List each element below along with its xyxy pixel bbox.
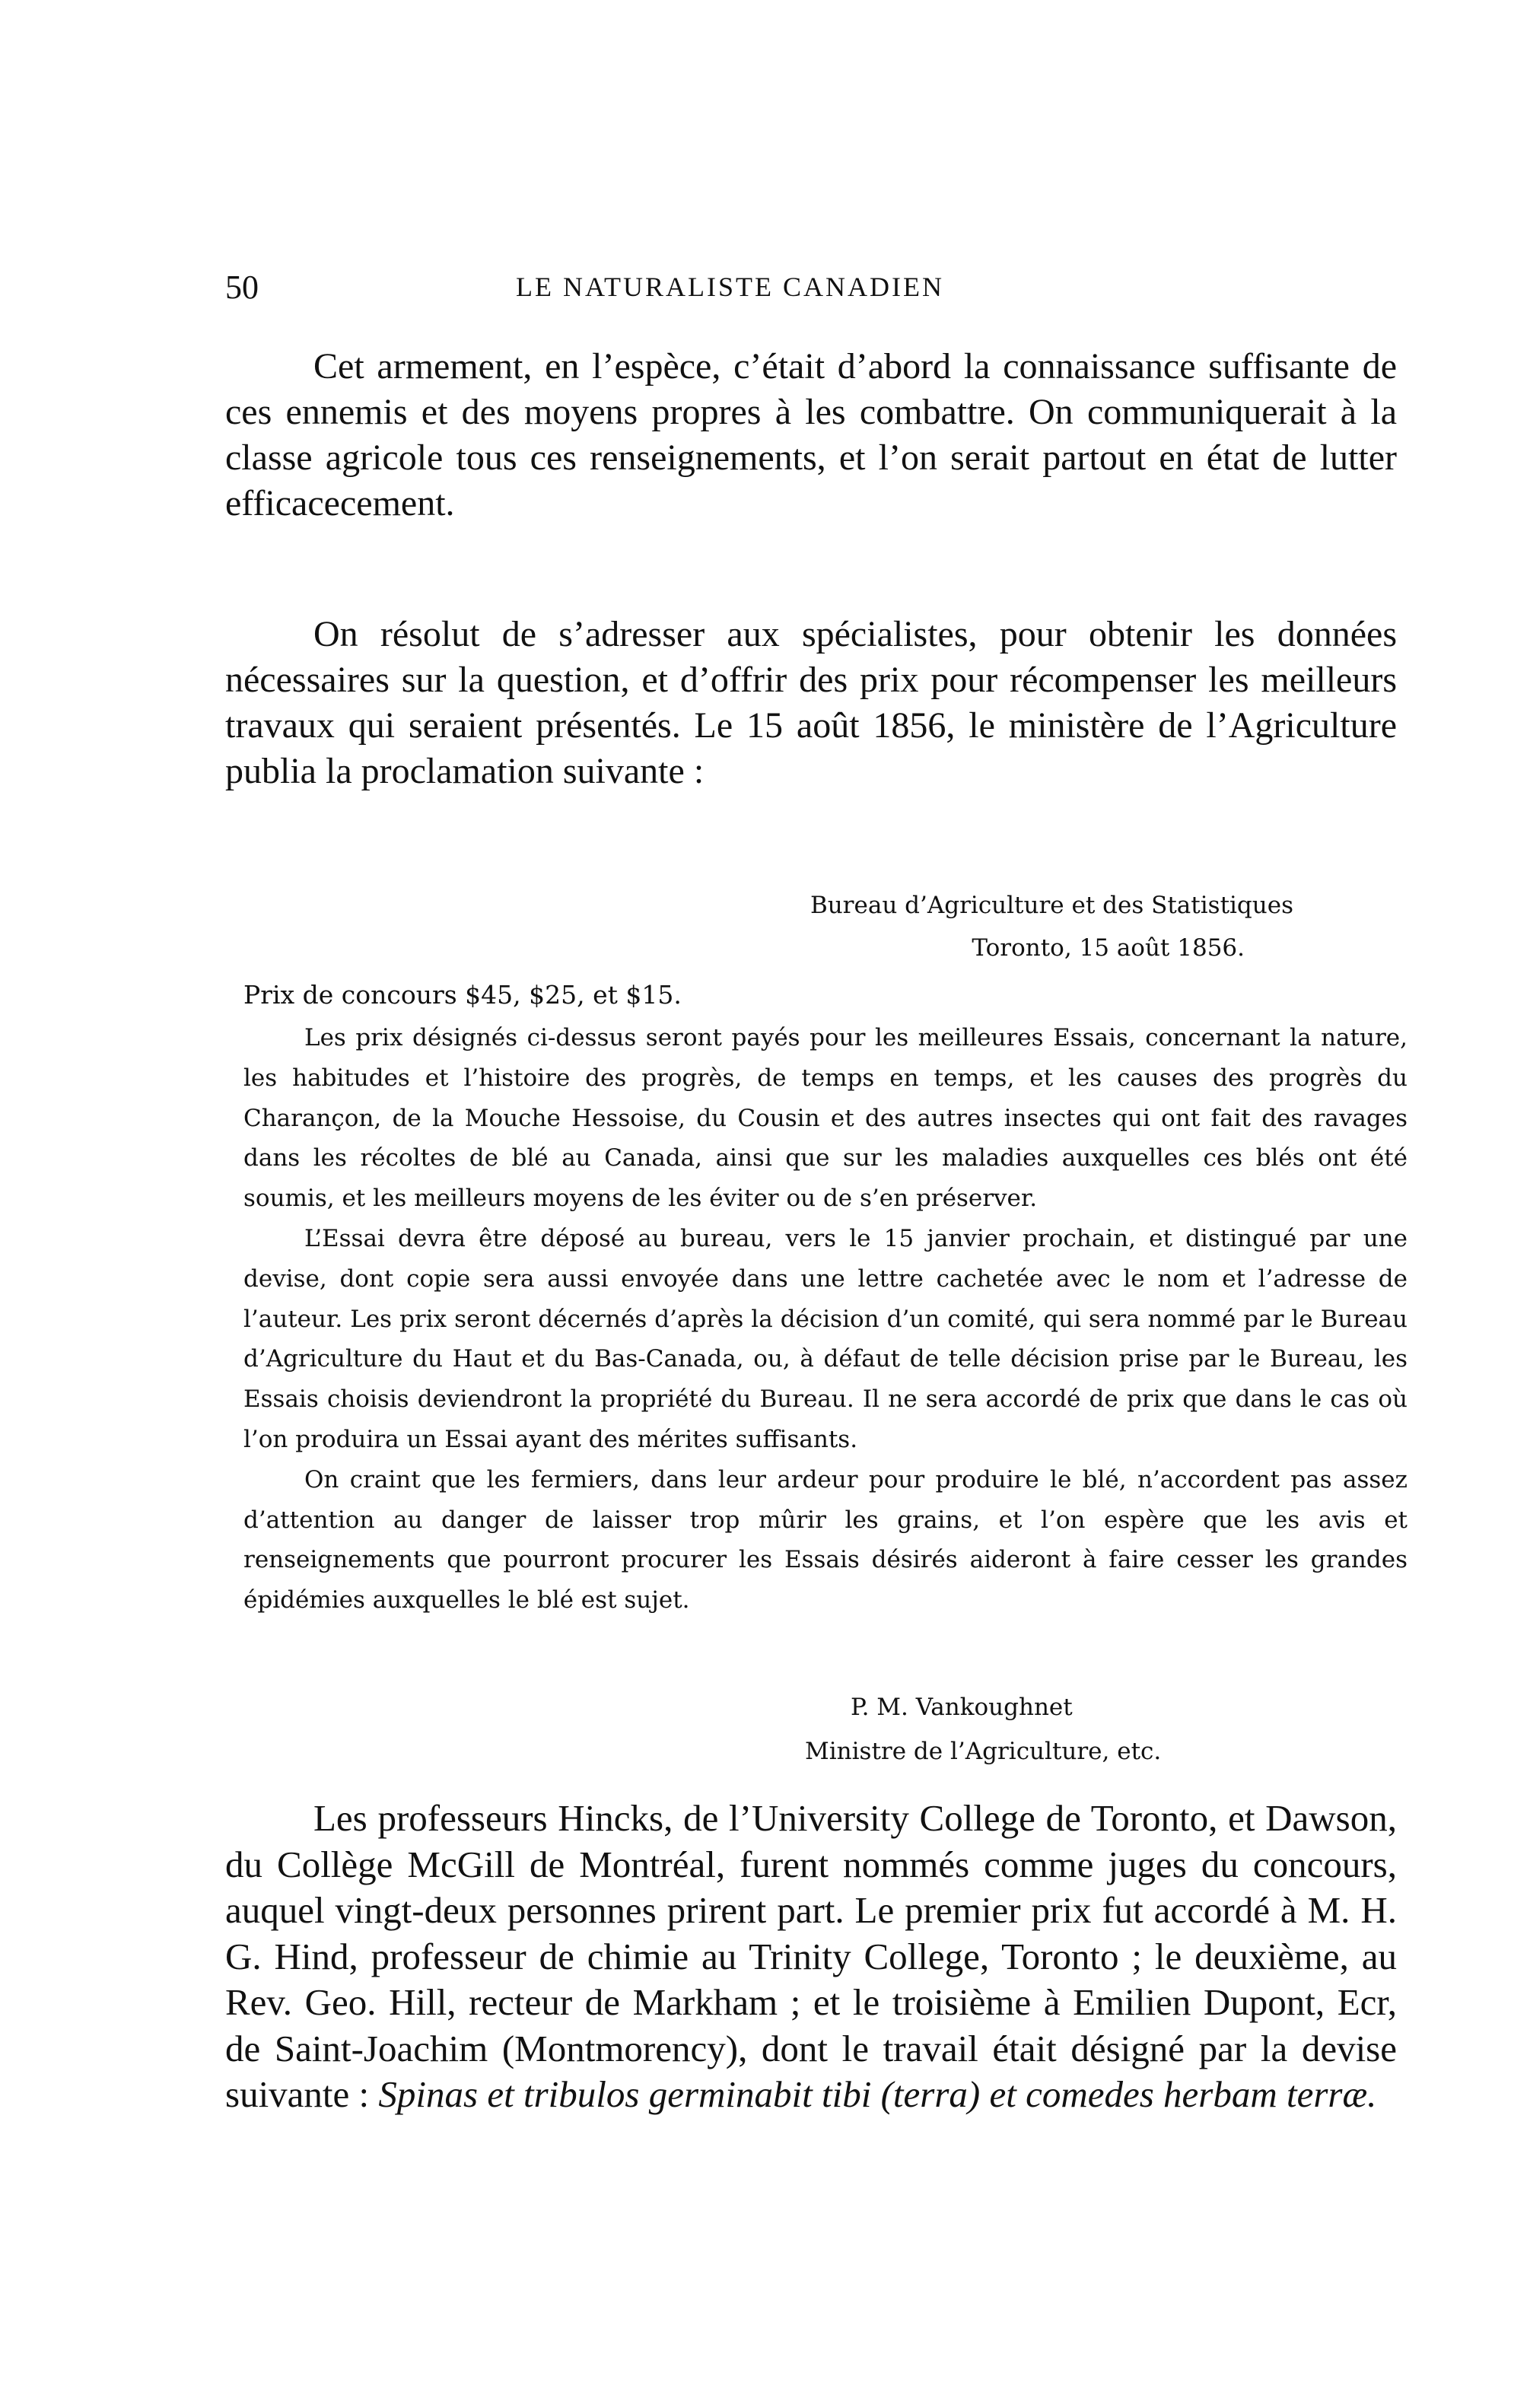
page-number: 50 (225, 269, 259, 306)
paragraph-judges (225, 1796, 1397, 2118)
paragraph-resolution: On résolut de s’adresser aux spécialistes, pour obtenir les données nécessaires sur la question, et d’offrir des prix pour récompenser les meilleurs travaux qui seraient présentés. Le 15 août 1856, le ministère de l’Agriculture publia la proclamation suivante : (225, 614, 1397, 791)
signature-title: Ministre de l’Agriculture, etc. (805, 1738, 1162, 1765)
proclamation-paragraph: On craint que les fermiers, dans leur ardeur pour produire le blé, n’accordent pas assez d’attention au danger de laisser trop mûrir les grains, et l’on espère que les avis et renseignements que pourront procurer les Essais désirés aideront à faire cesser les grandes épidémies auxquelles le blé est sujet. (243, 1465, 1408, 1614)
proclamation-paragraph: L’Essai devra être déposé au bureau, vers le 15 janvier prochain, et distingué par une devise, dont copie sera aussi envoyée dans une lettre cachetée avec le nom et l’adresse de l’auteur. Les prix seront décernés d’après la décision d’un comité, qui sera nommé par le Bureau d’Agriculture du Haut et du Bas-Canada, ou, à défaut de telle décision prise par le Bureau, les Essais choisis deviendront la propriété du Bureau. Il ne sera accordé de prix que dans le cas où l’on produira un Essai ayant des mérites suffisants. (243, 1224, 1408, 1453)
latin-motto: Spinas et tribulos germinabit tibi (terra) et comedes herbam terræ. (378, 2073, 1377, 2115)
proclamation-body (243, 1018, 1408, 1621)
body-section-3 (225, 1796, 1397, 2118)
signature-name: P. M. Vankoughnet (851, 1694, 1073, 1721)
paragraph-armement: Cet armement, en l’espèce, c’était d’abord la connaissance suffisante de ces ennemis et des moyens propres à les combattre. On communiquerait à la classe agricole tous ces renseignements, et l’on serait partout en état de lutter efficacecement. (225, 346, 1397, 523)
proclamation-prizes: Prix de concours $45, $25, et $15. (243, 980, 682, 1010)
paragraph-judges-text: Les professeurs Hincks, de l’University College de Toronto, et Dawson, du Collège McGill de Montréal, furent nommés comme juges du concours, auquel vingt-deux personnes prirent part. Le premier prix fut accordé à M. H. G. Hind, professeur de chimie au Trinity College, Toronto ; le deuxième, au Rev. Geo. Hill, recteur de Markham ; et le troisième à Emilien Dupont, Ecr, de Saint-Joachim (Montmorency), dont le travail était désigné par la devise suivante : (225, 1797, 1397, 2115)
proclamation-issuer: Bureau d’Agriculture et des Statistiques (810, 892, 1293, 919)
body-section-2 (225, 612, 1397, 794)
proclamation-paragraph: Les prix désignés ci-dessus seront payés pour les meilleures Essais, concernant la nature, les habitudes et l’histoire des progrès, de temps en temps, et les causes des progrès du Charançon, de la Mouche Hessoise, du Cousin et des autres insectes qui ont fait des ravages dans les récoltes de blé au Canada, ainsi que sur les maladies auxquelles ces blés ont été soumis, et les meilleurs moyens de les éviter ou de s’en préserver. (243, 1024, 1408, 1213)
running-title: LE NATURALISTE CANADIEN (516, 272, 944, 302)
body-section-1 (225, 344, 1397, 526)
proclamation-date: Toronto, 15 août 1856. (972, 934, 1245, 962)
page-header (225, 268, 1306, 313)
